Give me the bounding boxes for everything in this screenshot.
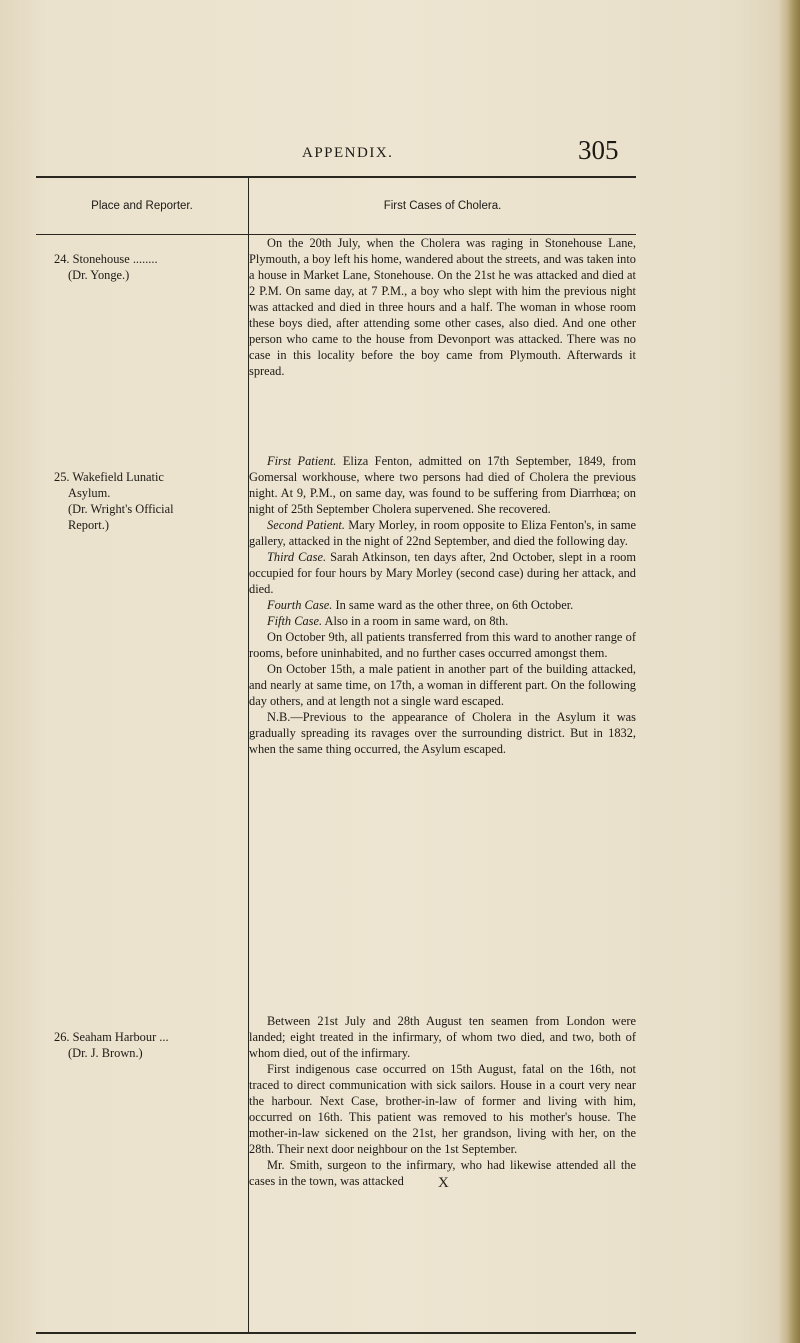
- case-paragraph: [249, 597, 636, 613]
- page-spine-shadow: [778, 0, 800, 1343]
- column-header-place: Place and Reporter.: [36, 177, 249, 235]
- case-text: Mary Morley, in room opposite to Eliza Fenton's, in same gallery, attacked in the night of 22nd September, and died the following day.: [249, 517, 637, 548]
- place-name: 26. Seaham Harbour ...: [54, 1029, 169, 1044]
- running-head: APPENDIX.: [302, 145, 394, 161]
- reporter-line: (Dr. Wright's Official: [68, 501, 174, 516]
- place-cell: [36, 453, 249, 1013]
- reporter-line: (Dr. J. Brown.): [68, 1045, 143, 1060]
- case-paragraph: [249, 235, 636, 379]
- case-text: On October 15th, a male patient in another part of the building attacked, and nearly at same time, on 17th, a woman in different part. On the following day others, and at length not a single ward escaped.: [249, 661, 636, 708]
- case-label: Fifth Case.: [267, 613, 323, 628]
- case-description-cell: [249, 1013, 637, 1333]
- case-label: Third Case.: [267, 549, 327, 564]
- column-header-cases: First Cases of Cholera.: [249, 177, 637, 235]
- case-text: First indigenous case occurred on 15th August, fatal on the 16th, not traced to direct communication with sick sailors. House in a court very near the harbour. Next Case, brother-in-law of former and living with him, occurred on 16th. This patient was removed to his mother's house. The mother-in-law sickened on the 21st, her grandson, living with her, on the 28th. Their next door neighbour on the 1st September.: [249, 1061, 636, 1156]
- case-label: First Patient.: [267, 453, 337, 468]
- case-paragraph: [249, 517, 636, 549]
- case-text: Mr. Smith, surgeon to the infirmary, who had likewise attended all the cases in the town, was attacked: [249, 1157, 636, 1188]
- reporter-line: (Dr. Yonge.): [68, 268, 130, 282]
- place-name: 25. Wakefield Lunatic: [54, 469, 164, 484]
- table-header-row: [36, 177, 636, 235]
- signature-mark: X: [438, 1175, 449, 1191]
- case-paragraph: [249, 1061, 636, 1157]
- case-paragraph: [249, 629, 636, 661]
- case-paragraph: [249, 1013, 636, 1061]
- case-text: Eliza Fenton, admitted on 17th September, 1849, from Gomersal workhouse, where two persons had died of Cholera the previous night. At 9, P.M., on same day, was found to be suffering from Diarrhœa; on night of 25th September Cholera supervened. She recovered.: [249, 453, 636, 516]
- cholera-cases-table: [36, 176, 636, 1334]
- case-text: Also in a room in same ward, on 8th.: [322, 613, 509, 628]
- case-paragraph: [249, 613, 636, 629]
- place-cell: [36, 1013, 249, 1333]
- case-paragraph: [249, 709, 636, 757]
- case-paragraph: [249, 661, 636, 709]
- table-row: [36, 1013, 636, 1333]
- table-body: [36, 235, 636, 1333]
- case-paragraph: [249, 453, 636, 517]
- reporter-line: Report.): [68, 517, 109, 532]
- page-number: 305: [578, 135, 619, 165]
- case-description-cell: [249, 235, 637, 453]
- place-name: 24. Stonehouse ........: [54, 252, 158, 266]
- table-row: [36, 453, 636, 1013]
- table-row: [36, 235, 636, 453]
- case-label: Second Patient.: [267, 517, 345, 532]
- case-text: In same ward as the other three, on 6th October.: [332, 597, 574, 612]
- case-description-cell: [249, 453, 637, 1013]
- case-text: N.B.—Previous to the appearance of Cholera in the Asylum it was gradually spreading its ravages over the surrounding district. But in 1832, when the same thing occurred, the Asylum escaped.: [249, 709, 636, 756]
- case-text: Between 21st July and 28th August ten seamen from London were landed; eight treated in the infirmary, of whom two died, and two, both of whom died, out of the infirmary.: [249, 1013, 636, 1060]
- page-header: [0, 133, 800, 163]
- case-text: On the 20th July, when the Cholera was raging in Stonehouse Lane, Plymouth, a boy left his home, wandered about the streets, and was taken into a house in Market Lane, Stonehouse. On the 21st he was attacked and died at 2 P.M. On same day, at 7 P.M., a boy who slept with him the previous night was attacked and died in three hours and a half. The woman in whose room these boys died, after attending some other cases, also died. And one other person who came to the house from Devonport was attacked. There was no case in this locality before the boy came from Plymouth. Afterwards it spread.: [249, 236, 636, 378]
- case-label: Fourth Case.: [267, 597, 333, 612]
- place-cell: [36, 235, 249, 453]
- case-text: Sarah Atkinson, ten days after, 2nd October, slept in a room occupied for four hours by Mary Morley (second case) during her attack, and died.: [249, 549, 636, 596]
- case-paragraph: [249, 549, 636, 597]
- case-text: On October 9th, all patients transferred from this ward to another range of rooms, before uninhabited, and no further cases occurred amongst them.: [249, 629, 636, 660]
- reporter-line: Asylum.: [68, 485, 111, 500]
